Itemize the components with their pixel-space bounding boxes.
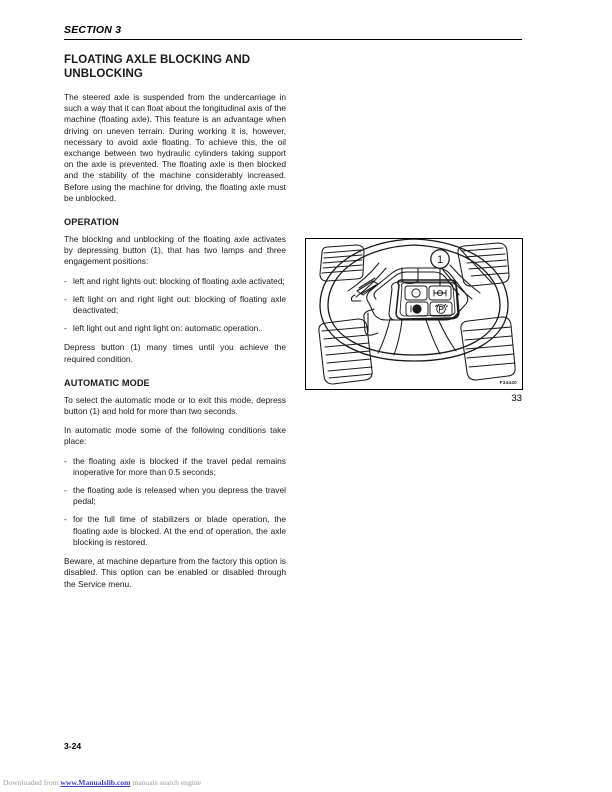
section-heading-operation: OPERATION	[64, 217, 119, 228]
header-rule	[64, 39, 522, 40]
bullet-dash: -	[64, 275, 67, 286]
steering-wheel-hub	[389, 282, 459, 320]
figure-block	[305, 238, 523, 404]
list-item-text: left and right lights out: blocking of floating axle activated;	[73, 275, 285, 286]
intro-paragraph: The steered axle is suspended from the undercarriage in such a way that it can float about the longitudinal axis of the machine (floating axle). This feature is an advantage when driving on uneven terrain. During working it is, however, necessary to avoid axle floating. To achieve this, the oil exchange between two hydraulic cylinders taking support on the axle is prevented. The floating axle is then blocked and the stability of the machine considerably increased. Before using the machine for driving, the floating axle must be unblocked.	[64, 92, 286, 203]
operation-bullet-list	[64, 276, 286, 335]
bullet-dash: -	[64, 323, 67, 334]
figure-frame	[305, 238, 523, 390]
panel-button-floating-axle	[429, 286, 451, 300]
panel-button-bottom-left	[406, 302, 428, 316]
list-item-text: the floating axle is released when you depress the travel pedal;	[73, 485, 286, 507]
right-lower-pedal	[461, 317, 515, 380]
text-column	[64, 54, 286, 598]
watermark-suffix: manuals search engine	[130, 778, 202, 787]
list-item-text: for the full time of stabilizers or blade operation, the floating axle is blocked. At the end of operation, the axle blocking is restored.	[73, 514, 286, 547]
automatic-mode-second-paragraph: In automatic mode some of the following conditions take place:	[64, 425, 286, 447]
list-item	[64, 485, 286, 507]
figure-number: 33	[511, 393, 522, 404]
callout-label: 1	[436, 254, 444, 267]
callout-1	[431, 250, 449, 268]
automatic-mode-lead-paragraph: To select the automatic mode or to exit this mode, depress button (1) and hold for more than two seconds.	[64, 394, 286, 417]
section-heading-automatic-mode: AUTOMATIC MODE	[64, 377, 150, 388]
page-title: FLOATING AXLE BLOCKING AND UNBLOCKING	[64, 54, 251, 80]
operation-lead-paragraph: The blocking and unblocking of the floating axle activates by depressing button (1), that has two lamps and three engagement positions:	[64, 234, 286, 267]
panel-button-top-left	[405, 286, 427, 300]
bullet-dash: -	[64, 455, 67, 466]
automatic-mode-closing-paragraph: Beware, at machine departure from the factory this option is disabled. This option can be enabled or disabled through the Service menu.	[64, 556, 286, 589]
bullet-dash: -	[64, 514, 67, 525]
bullet-dash: -	[64, 293, 67, 304]
page-number: 3-24	[64, 741, 82, 751]
list-item	[64, 514, 286, 548]
cab-control-panel-illustration	[306, 239, 522, 389]
list-item	[64, 323, 286, 334]
running-header	[64, 24, 522, 40]
watermark-link[interactable]: www.Manualslib.com	[60, 778, 131, 787]
list-item	[64, 294, 286, 316]
list-item-text: left light on and right light out: blocking of floating axle deactivated;	[73, 293, 286, 316]
bullet-dash: -	[64, 485, 67, 496]
list-item-text: left light out and right light on: automatic operation.	[73, 323, 261, 334]
list-item	[64, 276, 286, 287]
list-item	[64, 456, 286, 478]
watermark-prefix: Downloaded from	[3, 778, 61, 787]
automatic-mode-bullet-list	[64, 456, 286, 548]
list-item-text: the floating axle is blocked if the travel pedal remains inoperative for more than 0.5 seconds;	[73, 455, 286, 477]
panel-button-parking-brake	[430, 302, 452, 316]
section-label: SECTION 3	[64, 24, 122, 36]
watermark	[3, 778, 201, 787]
operation-closing-paragraph: Depress button (1) many times until you achieve the required condition.	[64, 342, 286, 364]
drawing-code: F34440	[499, 380, 517, 385]
